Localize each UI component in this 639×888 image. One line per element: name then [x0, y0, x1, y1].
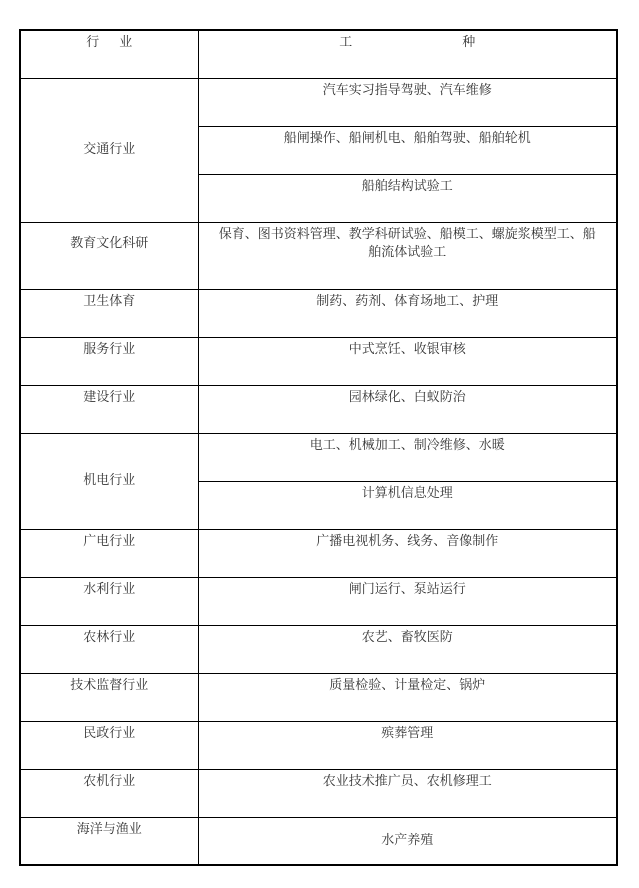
job-cell: 园林绿化、白蚁防治: [198, 385, 617, 433]
table-row: [20, 337, 617, 385]
table-row: [20, 625, 617, 673]
job-cell: 闸门运行、泵站运行: [198, 577, 617, 625]
job-cell: 保育、图书资料管理、教学科研试验、船模工、螺旋浆模型工、船舶流体试验工: [198, 222, 617, 289]
table-row: [20, 817, 617, 865]
industry-cell: 农林行业: [20, 625, 198, 673]
header-industry-cell: [20, 30, 198, 78]
job-cell: 电工、机械加工、制冷维修、水暖: [198, 433, 617, 481]
job-cell: 质量检验、计量检定、锅炉: [198, 673, 617, 721]
table-row: [20, 433, 617, 481]
header-job-label: 工种: [339, 35, 586, 50]
industry-cell: 建设行业: [20, 385, 198, 433]
job-cell: 汽车实习指导驾驶、汽车维修: [198, 78, 617, 126]
industry-cell: 广电行业: [20, 529, 198, 577]
table-row: [20, 529, 617, 577]
industry-cell: 服务行业: [20, 337, 198, 385]
table-row: [20, 769, 617, 817]
job-cell: 农艺、畜牧医防: [198, 625, 617, 673]
job-cell: 中式烹饪、收银审核: [198, 337, 617, 385]
industry-job-table: [19, 29, 618, 866]
table-row: [20, 721, 617, 769]
job-cell: 水产养殖: [198, 817, 617, 865]
table-row: [20, 78, 617, 126]
table-row: [20, 577, 617, 625]
job-cell: 计算机信息处理: [198, 481, 617, 529]
industry-cell: 民政行业: [20, 721, 198, 769]
job-cell: 船闸操作、船闸机电、船舶驾驶、船舶轮机: [198, 126, 617, 174]
industry-cell: 机电行业: [20, 433, 198, 529]
header-industry-label: 行业: [86, 35, 153, 50]
header-row: [20, 30, 617, 78]
industry-cell: 水利行业: [20, 577, 198, 625]
industry-cell: 交通行业: [20, 78, 198, 222]
industry-cell: 卫生体育: [20, 289, 198, 337]
industry-cell: 技术监督行业: [20, 673, 198, 721]
header-job-cell: [198, 30, 617, 78]
table-row: [20, 222, 617, 289]
job-cell: 船舶结构试验工: [198, 174, 617, 222]
job-cell: 广播电视机务、线务、音像制作: [198, 529, 617, 577]
job-cell: 殡葬管理: [198, 721, 617, 769]
table-row: [20, 289, 617, 337]
industry-cell: 农机行业: [20, 769, 198, 817]
table-row: [20, 673, 617, 721]
table-row: [20, 385, 617, 433]
industry-cell: 教育文化科研: [20, 222, 198, 289]
job-cell: 农业技术推广员、农机修理工: [198, 769, 617, 817]
industry-cell: 海洋与渔业: [20, 817, 198, 865]
job-cell: 制药、药剂、体育场地工、护理: [198, 289, 617, 337]
